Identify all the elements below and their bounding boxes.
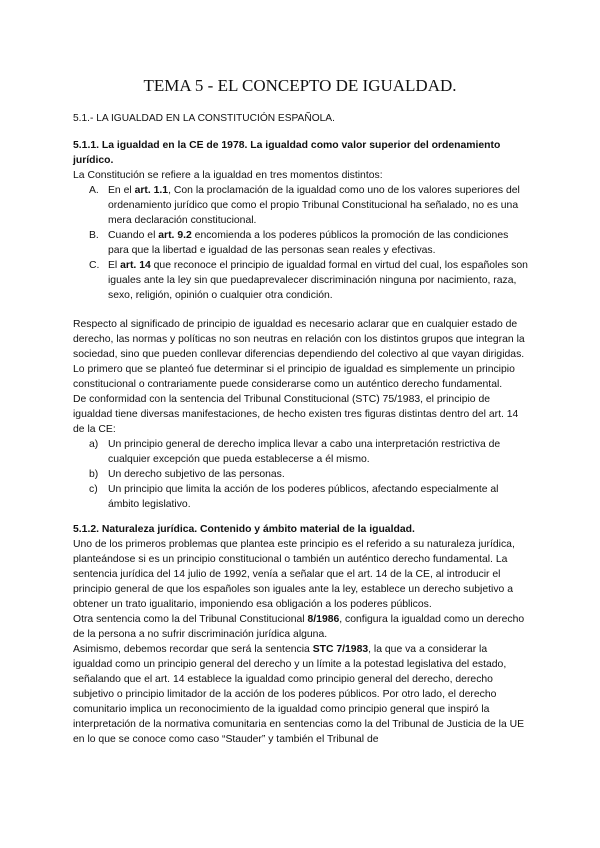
list-item: c) Un principio que limita la acción de los poderes públicos, afectando especialmente al ámbito legislativo. xyxy=(89,484,499,510)
document-body xyxy=(73,138,529,747)
paragraph: Asimismo, debemos recordar que será la sentencia STC 7/1983, la que va a considerar la igualdad como un principio general del derecho y un límite a la potestad legislativa del estado, señalando que el art. 14 establece la igualdad como principio general del derecho, derecho subjetivo o principio limitador de la acción de los poderes públicos. Por otro lado, el derecho comunitario implica un reconocimiento de la igualdad como principio general que inspiró la interpretación de la normativa comunitaria en sentencias como la del Tribunal de Justicia de la UE en lo que se conoce como caso “Stauder” y también el Tribunal de xyxy=(73,644,525,745)
paragraph: Uno de los primeros problemas que plantea este principio es el referido a su naturaleza jurídica, planteándose si es un principio constitucional o también un auténtico derecho fundamental. La sentencia jurídica del 14 julio de 1992, venía a señalar que el art. 14 de la CE, al introducir el principio general de que los españoles son iguales ante la ley, establece un derecho subjetivo a obtener un trato igualitario, imponiendo esa obligación a los poderes públicos. xyxy=(73,539,515,610)
paragraph: Respecto al significado de principio de igualdad es necesario aclarar que en cualquier estado de derecho, las normas y políticas no son neutras en relación con los distintos grupos que integran la sociedad, sino que pueden conllevar diferencias dependiendo del colectivo al que vayan dirigidas. Lo primero que se planteó fue determinar si el principio de igualdad es simplemente un principio constitucional o contrariamente puede considerarse como un auténtico derecho fundamental. xyxy=(73,319,525,390)
list-item: b) Un derecho subjetivo de las personas. xyxy=(89,469,285,480)
list-item: B. Cuando el art. 9.2 encomienda a los poderes públicos la promoción de las condiciones para que la libertad e igualdad de las personas sean reales y efectivas. xyxy=(89,230,509,256)
figures-list xyxy=(73,437,529,512)
page-title: TEMA 5 - EL CONCEPTO DE IGUALDAD. xyxy=(143,76,457,95)
list-item: C. El art. 14 que reconoce el principio de igualdad formal en virtud del cual, los españoles son iguales ante la ley sin que puedaprevalecer discriminación ninguna por nacimiento, raza, sexo, religión, opinión o cualquier otra condición. xyxy=(89,260,528,301)
list-item: A. En el art. 1.1, Con la proclamación de la igualdad como uno de los valores superiores del ordenamiento jurídico que como el propio Tribunal Constitucional ha señalado, no es una mera declaración constitucional. xyxy=(89,185,520,226)
subsection-heading-511: 5.1.1. La igualdad en la CE de 1978. La igualdad como valor superior del ordenamiento jurídico. xyxy=(73,140,501,166)
articles-list xyxy=(73,183,529,303)
list-item: a) Un principio general de derecho implica llevar a cabo una interpretación restrictiva de cualquier excepción que pueda establecerse a él mismo. xyxy=(89,439,501,465)
intro-text: La Constitución se refiere a la igualdad en tres momentos distintos: xyxy=(73,170,383,181)
section-heading: 5.1.- LA IGUALDAD EN LA CONSTITUCIÓN ESPAÑOLA. xyxy=(73,113,335,124)
subsection-heading-512: 5.1.2. Naturaleza jurídica. Contenido y ámbito material de la igualdad. xyxy=(73,524,415,535)
paragraph: Otra sentencia como la del Tribunal Constitucional 8/1986, configura la igualdad como un derecho de la persona a no sufrir discriminación jurídica alguna. xyxy=(73,614,525,640)
paragraph: De conformidad con la sentencia del Tribunal Constitucional (STC) 75/1983, el principio de igualdad tiene diversas manifestaciones, de hecho existen tres figuras distintas dentro del art. 14 de la CE: xyxy=(73,394,519,435)
